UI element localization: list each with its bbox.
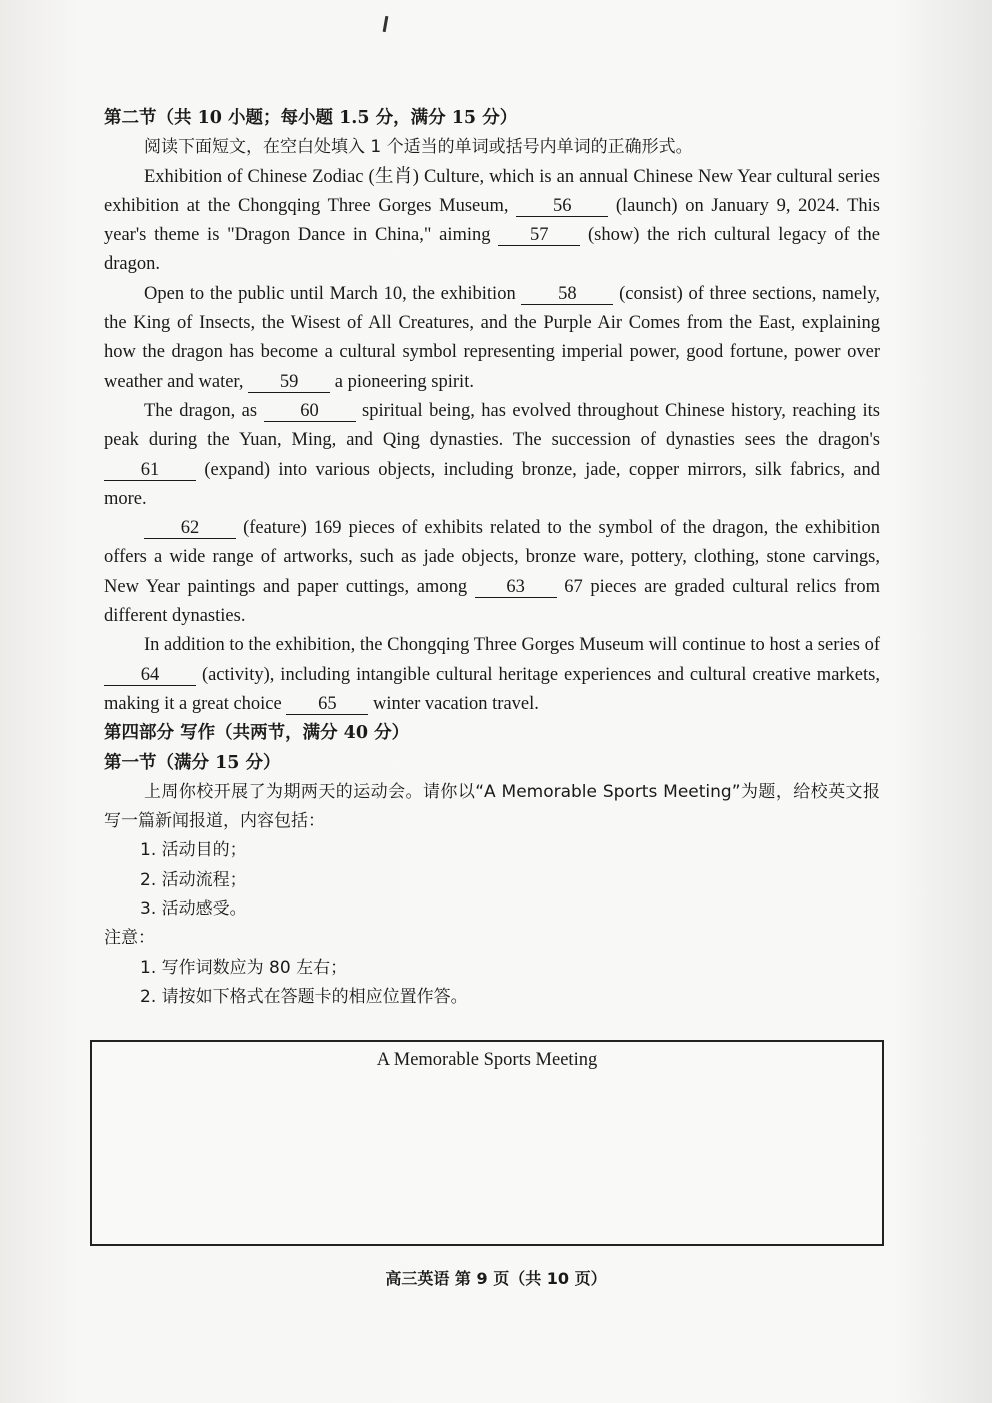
text: (activity), including intangible cultural heritage experiences and cultural creative markets, making it a great choice (104, 664, 880, 714)
list-item: 1. 写作词数应为 80 左右； (140, 957, 348, 978)
text: (feature) 169 pieces of exhibits related to the symbol of the dragon, the exhibition offers a wide range of artworks, such as jade objects, bronze ware, pottery, clothing, stone carvings, New Year paintings and paper cuttings, among (104, 518, 880, 597)
paragraph-5 (104, 631, 880, 719)
text: 67 pieces are graded cultural relics from different dynasties. (104, 576, 880, 627)
paragraph-3 (104, 397, 880, 514)
text: (consist) of three sections, namely, the King of Insects, the Wisest of All Creatures, and the Purple Air Comes from the East, explaining how the dragon has become a cultural symbol representing imperial power, good fortune, power over weather and water, (104, 283, 880, 392)
blank-65[interactable]: 65 (286, 694, 368, 715)
list-item: 3. 活动感受。 (140, 899, 247, 920)
text: The dragon, as (144, 400, 264, 421)
blank-60[interactable]: 60 (264, 401, 356, 422)
blank-64[interactable]: 64 (104, 665, 196, 686)
paragraph-2 (104, 280, 880, 397)
notes-list (104, 954, 880, 1013)
content-list (104, 836, 880, 924)
scan-mark (383, 16, 389, 32)
page-content (104, 104, 880, 1012)
text: In addition to the exhibition, the Chongqing Three Gorges Museum will continue to host a series of (144, 635, 880, 656)
writing-prompt: 上周你校开展了为期两天的运动会。请你以“A Memorable Sports Meeting”为题，给校英文报写一篇新闻报道，内容包括： (104, 781, 880, 832)
blank-62[interactable]: 62 (144, 518, 236, 539)
text: winter vacation travel. (368, 693, 539, 714)
list-item: 2. 活动流程； (140, 869, 247, 890)
part4-header: 第四部分 写作（共两节，满分 40 分） (104, 723, 410, 744)
list-item: 2. 请按如下格式在答题卡的相应位置作答。 (140, 986, 468, 1007)
text: (launch) on January 9, 2024. This year's theme is "Dragon Dance in China," aiming (104, 195, 880, 246)
paragraph-4 (104, 514, 880, 631)
section1-header: 第一节（满分 15 分） (104, 752, 281, 773)
answer-box-title: A Memorable Sports Meeting (376, 1050, 598, 1070)
blank-58[interactable]: 58 (521, 284, 613, 305)
answer-box[interactable] (90, 1040, 884, 1246)
text: Exhibition of Chinese Zodiac (生肖) Culture, which is an annual Chinese New Year cultural series exhibition at the Chongqing Three Gorges Museum, (104, 166, 880, 216)
text: (show) the rich cultural legacy of the dragon. (104, 225, 880, 275)
text: Open to the public until March 10, the exhibition (144, 283, 522, 304)
paragraph-1 (104, 163, 880, 280)
section2-header: 第二节（共 10 小题；每小题 1.5 分，满分 15 分） (104, 108, 518, 128)
blank-63[interactable]: 63 (475, 577, 557, 598)
instruction: 阅读下面短文，在空白处填入 1 个适当的单词或括号内单词的正确形式。 (144, 137, 693, 158)
blank-56[interactable]: 56 (516, 196, 608, 217)
blank-57[interactable]: 57 (498, 225, 580, 246)
notes-label: 注意： (104, 928, 155, 949)
text: (expand) into various objects, including bronze, jade, copper mirrors, silk fabrics, and more. (104, 459, 880, 509)
text: spiritual being, has evolved throughout Chinese history, reaching its peak during the Yuan, Ming, and Qing dynasties. The succession of dynasties sees the dragon's (104, 400, 880, 451)
text: a pioneering spirit. (330, 371, 474, 392)
blank-59[interactable]: 59 (248, 372, 330, 393)
blank-61[interactable]: 61 (104, 460, 196, 481)
list-item: 1. 活动目的； (140, 840, 247, 861)
page-footer: 高三英语 第 9 页（共 10 页） (385, 1269, 607, 1288)
